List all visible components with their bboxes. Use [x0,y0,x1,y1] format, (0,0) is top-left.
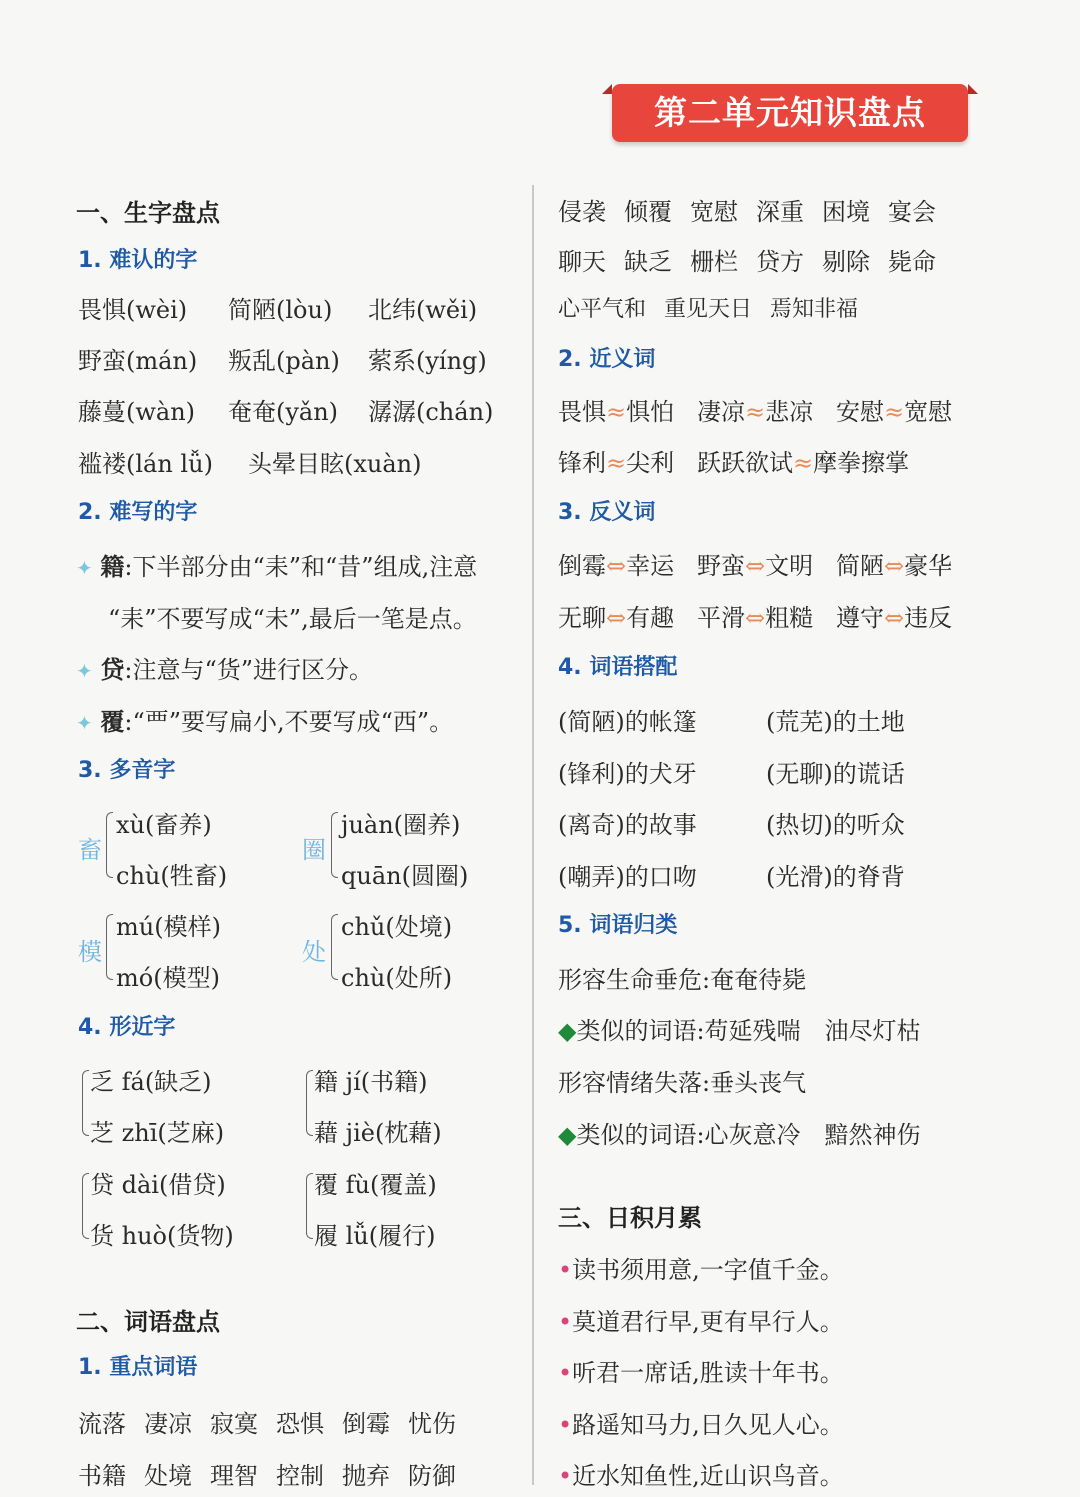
banner-fold-left [602,84,612,94]
key-words-row [78,1404,474,1439]
antonym-word: 无聊 [558,604,606,632]
subheading-antonyms: 3. 反义词 [558,500,656,525]
key-word: 栅栏 [690,248,738,276]
classify-line [558,1115,921,1150]
subheading-key-words: 1. 重点词语 [78,1355,198,1380]
key-words-row [558,292,876,323]
similar-char-item: 乏 fá(缺乏) [90,1068,212,1096]
section-heading-accumulation: 三、日积月累 [558,1204,702,1232]
key-word: 忧伤 [408,1410,456,1438]
hard-read-item: 叛乱(pàn) [228,347,340,375]
similar-char-item: 覆 fù(覆盖) [314,1171,437,1199]
key-word: 宽慰 [690,198,738,226]
synonym-word: 悲凉 [765,398,814,426]
polyphone-char: 处 [302,938,326,966]
key-word: 处境 [144,1462,192,1490]
key-word: 困境 [822,198,870,226]
double-arrow-icon: ⇔ [606,604,627,632]
brace [106,914,113,980]
bullet-icon: • [558,1308,573,1336]
proverb-text: 莫道君行早,更有早行人。 [572,1308,844,1336]
proverb-text: 近水知鱼性,近山识鸟音。 [572,1462,844,1490]
key-words-row [78,1456,474,1491]
key-word: 剔除 [822,248,870,276]
collocation-item: (荒芜)的土地 [766,708,905,736]
proverb-item [558,1405,844,1440]
collocation-item: (无聊)的谎话 [766,760,905,788]
brace [82,1173,89,1239]
hard-read-item: 萦系(yíng) [368,347,487,375]
key-word: 恐惧 [276,1410,324,1438]
polyphone-reading: mó(模型) [116,964,220,992]
subheading-collocations: 4. 词语搭配 [558,655,678,680]
synonym-word: 宽慰 [904,398,953,426]
classify-text: 类似的词语:苟延残喘 油尽灯枯 [576,1017,921,1045]
proverb-item [558,1302,844,1337]
hard-read-item: 奄奄(yǎn) [228,398,339,426]
bullet-icon: • [558,1359,573,1387]
similar-char-item: 籍 jí(书籍) [314,1068,428,1096]
synonym-row [558,443,909,478]
key-word: 重见天日 [664,297,753,322]
subheading-similar-chars: 4. 形近字 [78,1015,176,1040]
star-icon: ✦ [76,659,93,683]
synonym-word: 安慰 [836,398,884,426]
similar-char-item: 货 huò(货物) [90,1222,234,1250]
hard-read-item: 北纬(wěi) [368,296,478,324]
antonym-word: 文明 [765,552,814,580]
antonym-word: 粗糙 [765,604,814,632]
unit-title: 第二单元知识盘点 [654,93,926,132]
column-divider [532,185,534,1485]
key-word: 心平气和 [558,297,647,322]
key-word: 聊天 [558,248,606,276]
hard-write-note: :下半部分由“耒”和“昔”组成,注意 [124,553,478,581]
key-word: 侵袭 [558,198,606,226]
similar-char-item: 贷 dài(借贷) [90,1171,226,1199]
brace [331,914,338,980]
classify-line: 形容生命垂危:奄奄待毙 [558,966,807,994]
collocation-item: (简陋)的帐篷 [558,708,697,736]
synonym-word: 摩拳擦掌 [813,449,910,477]
proverb-item [558,1456,844,1491]
collocation-item: (热切)的听众 [766,811,905,839]
collocation-item: (锋利)的犬牙 [558,760,697,788]
brace [306,1070,313,1136]
hard-read-item: 潺潺(chán) [368,398,494,426]
polyphone-char: 畜 [78,836,102,864]
proverb-item [558,1353,844,1388]
brace [331,812,338,878]
antonym-word: 幸运 [626,552,675,580]
hard-write-note-cont: “耒”不要写成“未”,最后一笔是点。 [108,605,477,633]
key-word: 贷方 [756,248,804,276]
section-heading-words: 二、词语盘点 [76,1308,220,1336]
hard-read-item: 简陋(lòu) [228,296,333,324]
synonym-word: 跃跃欲试 [697,449,793,477]
synonym-word: 尖利 [626,449,675,477]
antonym-word: 野蛮 [697,552,745,580]
antonym-word: 简陋 [836,552,884,580]
approx-symbol: ≈ [745,398,766,426]
double-arrow-icon: ⇔ [745,604,766,632]
diamond-icon: ◆ [558,1121,577,1149]
hard-write-item [76,650,373,685]
hard-write-char: 贷 [100,655,125,684]
similar-char-item: 履 lǚ(履行) [314,1222,436,1250]
key-word: 倾覆 [624,198,672,226]
key-word: 流落 [78,1410,126,1438]
hard-read-item: 褴褛(lán lǚ) [78,450,213,478]
hard-read-item: 藤蔓(wàn) [78,398,196,426]
diamond-icon: ◆ [558,1017,577,1045]
proverb-text: 读书须用意,一字值千金。 [572,1256,844,1284]
star-icon: ✦ [76,711,93,735]
classify-line [558,1011,921,1046]
polyphone-char: 圈 [302,836,326,864]
proverb-item [558,1250,844,1285]
hard-read-item: 头晕目眩(xuàn) [248,450,422,478]
key-word: 控制 [276,1462,324,1490]
hard-write-char: 覆 [100,707,125,736]
hard-write-note: :注意与“货”进行区分。 [124,656,374,684]
antonym-word: 违反 [904,604,953,632]
similar-char-item: 芝 zhī(芝麻) [90,1119,225,1147]
collocation-item: (嘲弄)的口吻 [558,863,697,891]
key-word: 宴会 [888,198,936,226]
synonym-word: 惧怕 [626,398,675,426]
brace [82,1070,89,1136]
key-word: 理智 [210,1462,258,1490]
key-word: 凄凉 [144,1410,192,1438]
classify-text: 类似的词语:心灰意冷 黯然神伤 [576,1121,921,1149]
subheading-polyphones: 3. 多音字 [78,758,176,783]
collocation-item: (光滑)的脊背 [766,863,905,891]
hard-read-item: 畏惧(wèi) [78,296,188,324]
proverb-text: 路遥知马力,日久见人心。 [572,1411,844,1439]
polyphone-reading: quān(圆圈) [341,862,469,890]
proverb-text: 听君一席话,胜读十年书。 [572,1359,844,1387]
polyphone-reading: mú(模样) [116,913,221,941]
polyphone-reading: chǔ(处境) [341,913,453,941]
hard-write-char: 籍 [100,552,125,581]
polyphone-reading: xù(畜养) [116,811,212,839]
hard-write-item [76,702,453,737]
antonym-word: 平滑 [697,604,745,632]
approx-symbol: ≈ [606,449,627,477]
approx-symbol: ≈ [606,398,627,426]
double-arrow-icon: ⇔ [884,604,905,632]
brace [306,1173,313,1239]
bullet-icon: • [558,1411,573,1439]
synonym-word: 凄凉 [697,398,745,426]
key-word: 深重 [756,198,804,226]
approx-symbol: ≈ [793,449,814,477]
bullet-icon: • [558,1462,573,1490]
antonym-word: 豪华 [904,552,953,580]
polyphone-reading: chù(牲畜) [116,862,228,890]
star-icon: ✦ [76,556,93,580]
key-word: 毙命 [888,248,936,276]
antonym-row [558,598,952,633]
subheading-hard-to-read: 1. 难认的字 [78,248,198,273]
hard-write-item [76,547,477,582]
polyphone-reading: juàn(圈养) [341,811,461,839]
brace [106,812,113,878]
key-word: 缺乏 [624,248,672,276]
polyphone-reading: chù(处所) [341,964,453,992]
antonym-word: 有趣 [626,604,675,632]
antonym-row [558,546,952,581]
key-word: 焉知非福 [770,297,859,322]
key-word: 防御 [408,1462,456,1490]
hard-read-item: 野蛮(mán) [78,347,198,375]
hard-write-note: :“覀”要写扁小,不要写成“西”。 [124,708,454,736]
section-heading-characters: 一、生字盘点 [76,199,220,227]
antonym-word: 倒霉 [558,552,606,580]
collocation-item: (离奇)的故事 [558,811,697,839]
double-arrow-icon: ⇔ [606,552,627,580]
subheading-classify: 5. 词语归类 [558,913,678,938]
double-arrow-icon: ⇔ [745,552,766,580]
synonym-word: 锋利 [558,449,606,477]
key-words-row [558,242,954,277]
approx-symbol: ≈ [884,398,905,426]
key-word: 倒霉 [342,1410,390,1438]
key-words-row [558,192,954,227]
key-word: 抛弃 [342,1462,390,1490]
unit-title-banner [612,84,968,142]
polyphone-char: 模 [78,938,102,966]
classify-line: 形容情绪失落:垂头丧气 [558,1069,807,1097]
similar-char-item: 藉 jiè(枕藉) [314,1119,442,1147]
subheading-hard-to-write: 2. 难写的字 [78,500,198,525]
synonym-word: 畏惧 [558,398,606,426]
bullet-icon: • [558,1256,573,1284]
key-word: 寂寞 [210,1410,258,1438]
antonym-word: 遵守 [836,604,884,632]
key-word: 书籍 [78,1462,126,1490]
double-arrow-icon: ⇔ [884,552,905,580]
synonym-row [558,392,952,427]
subheading-synonyms: 2. 近义词 [558,347,656,372]
banner-fold-right [968,84,978,94]
